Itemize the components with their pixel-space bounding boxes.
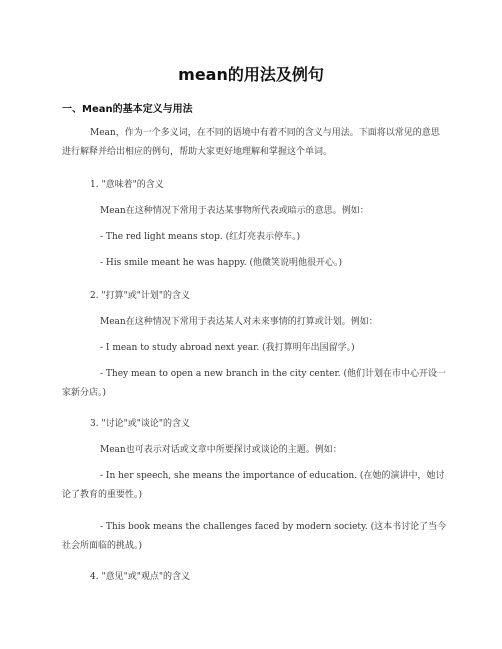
example-3-2: - This book means the challenges faced by modern society. (这本书讨论了当今社会所面临的挑战。) bbox=[62, 522, 447, 551]
section-heading: 一、Mean的基本定义与用法 bbox=[62, 104, 193, 115]
example-1-1: - The red light means stop. (红灯亮表示停车。) bbox=[100, 232, 301, 242]
example-2-2: - They mean to open a new branch in the city center. (他们计划在市中心开设一家新分店。) bbox=[62, 369, 447, 398]
item-desc-2: Mean在这种情况下常用于表达某人对未来事情的打算或计划。例如： bbox=[100, 317, 378, 327]
item-heading-1: 1. "意味着"的含义 bbox=[90, 180, 164, 190]
item-heading-4: 4. "意见"或"观点"的含义 bbox=[90, 572, 191, 582]
intro-paragraph: Mean，作为一个多义词，在不同的语境中有着不同的含义与用法。下面将以常见的意思进行解释并给出相应的例句，帮助大家更好地理解和掌握这个单词。 bbox=[62, 128, 440, 157]
item-desc-1: Mean在这种情况下常用于表达某事物所代表或暗示的意思。例如： bbox=[100, 206, 369, 216]
item-desc-3: Mean也可表示对话或文章中所要探讨或谈论的主题。例如： bbox=[100, 445, 342, 455]
example-3-1: - In her speech, she means the importance of education. (在她的演讲中，她讨论了教育的重要性。) bbox=[62, 471, 445, 500]
item-heading-3: 3. "讨论"或"谈论"的含义 bbox=[90, 419, 191, 429]
document-title: mean的用法及例句 bbox=[178, 65, 324, 84]
example-2-1: - I mean to study abroad next year. (我打算明年出国留学。) bbox=[100, 343, 355, 353]
item-heading-2: 2. "打算"或"计划"的含义 bbox=[90, 291, 191, 301]
example-1-2: - His smile meant he was happy. (他微笑说明他很开心。) bbox=[100, 258, 343, 268]
